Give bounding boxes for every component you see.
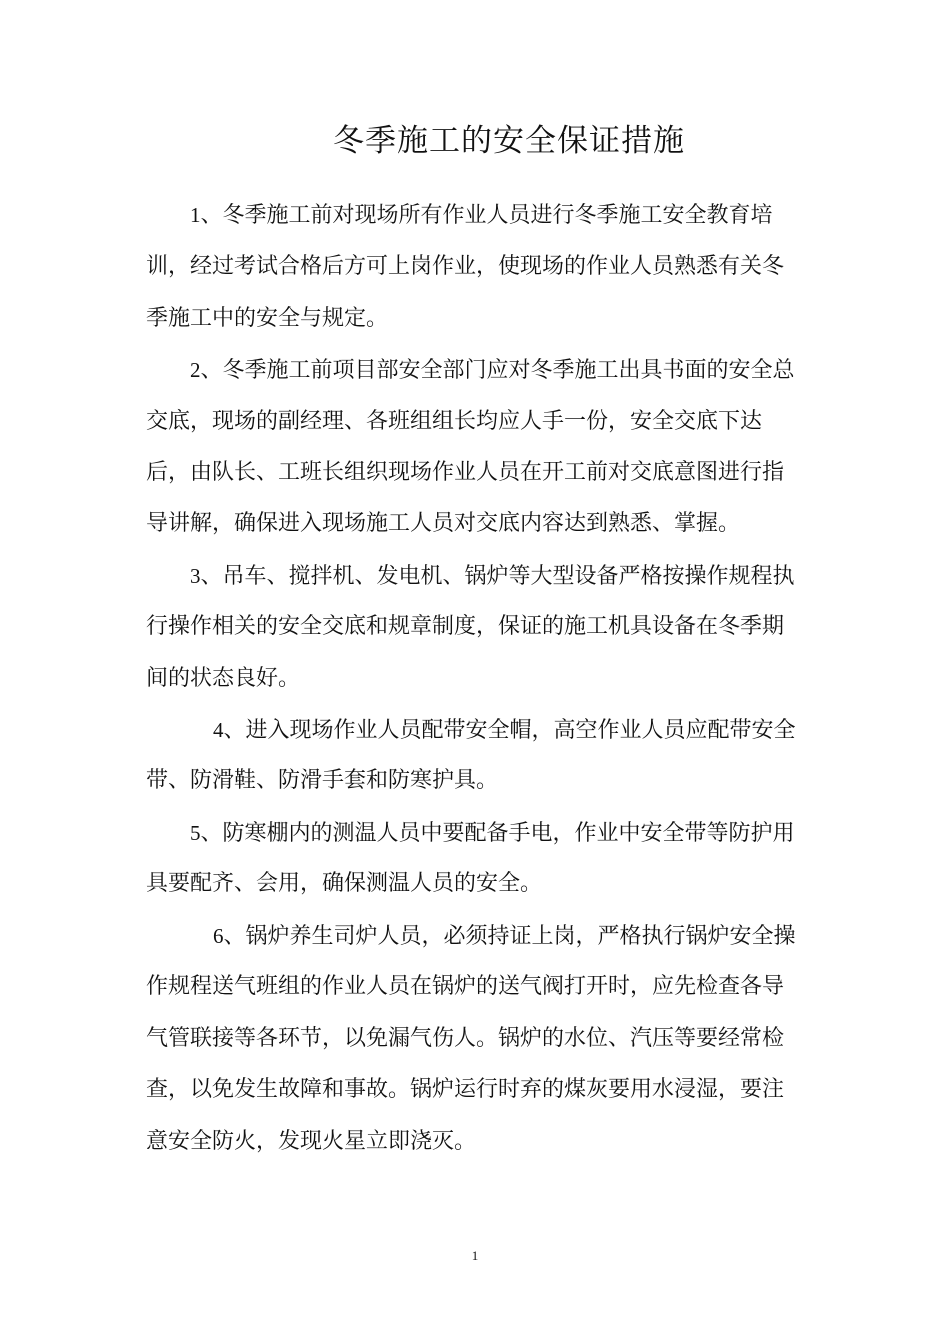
paragraph-line: 5、防寒棚内的测温人员中要配备手电，作业中安全带等防护用 bbox=[190, 821, 795, 846]
paragraph-line: 行操作相关的安全交底和规章制度，保证的施工机具设备在冬季期 bbox=[146, 614, 785, 639]
paragraph-line: 间的状态良好。 bbox=[146, 666, 301, 691]
paragraph-line: 交底，现场的副经理、各班组组长均应人手一份，安全交底下达 bbox=[146, 409, 763, 434]
paragraph-number: 6 bbox=[213, 924, 224, 948]
paragraph-number: 3 bbox=[190, 564, 201, 588]
paragraph-line: 训，经过考试合格后方可上岗作业，使现场的作业人员熟悉有关冬 bbox=[146, 254, 785, 279]
paragraph-line: 查，以免发生故障和事故。锅炉运行时弃的煤灰要用水浸湿，要注 bbox=[146, 1077, 785, 1102]
paragraph-number: 1 bbox=[190, 203, 201, 227]
paragraph-line: 导讲解，确保进入现场施工人员对交底内容达到熟悉、掌握。 bbox=[146, 511, 741, 536]
paragraph-line: 意安全防火，发现火星立即浇灭。 bbox=[146, 1129, 477, 1154]
paragraph-number: 5 bbox=[190, 821, 201, 845]
paragraph-line: 后，由队长、工班长组织现场作业人员在开工前对交底意图进行指 bbox=[146, 460, 785, 485]
paragraph-line: 1、冬季施工前对现场所有作业人员进行冬季施工安全教育培 bbox=[190, 203, 773, 228]
paragraph-line: 3、吊车、搅拌机、发电机、锅炉等大型设备严格按操作规程执 bbox=[190, 564, 795, 589]
paragraph-line: 气管联接等各环节，以免漏气伤人。锅炉的水位、汽压等要经常检 bbox=[146, 1026, 785, 1051]
paragraph-line: 具要配齐、会用，确保测温人员的安全。 bbox=[146, 871, 543, 896]
page-number: 1 bbox=[471, 1248, 479, 1263]
page-title: 冬季施工的安全保证措施 bbox=[333, 123, 685, 159]
paragraph-number: 4 bbox=[213, 718, 224, 742]
paragraph-line: 4、进入现场作业人员配带安全帽，高空作业人员应配带安全 bbox=[213, 718, 796, 743]
paragraph-line: 2、冬季施工前项目部安全部门应对冬季施工出具书面的安全总 bbox=[190, 358, 795, 383]
paragraph-line: 6、锅炉养生司炉人员，必须持证上岗，严格执行锅炉安全操 bbox=[213, 924, 796, 949]
paragraph-line: 作规程送气班组的作业人员在锅炉的送气阀打开时，应先检查各导 bbox=[146, 974, 785, 999]
paragraph-line: 带、防滑鞋、防滑手套和防寒护具。 bbox=[146, 768, 499, 793]
paragraph-line: 季施工中的安全与规定。 bbox=[146, 306, 389, 331]
paragraph-number: 2 bbox=[190, 358, 201, 382]
